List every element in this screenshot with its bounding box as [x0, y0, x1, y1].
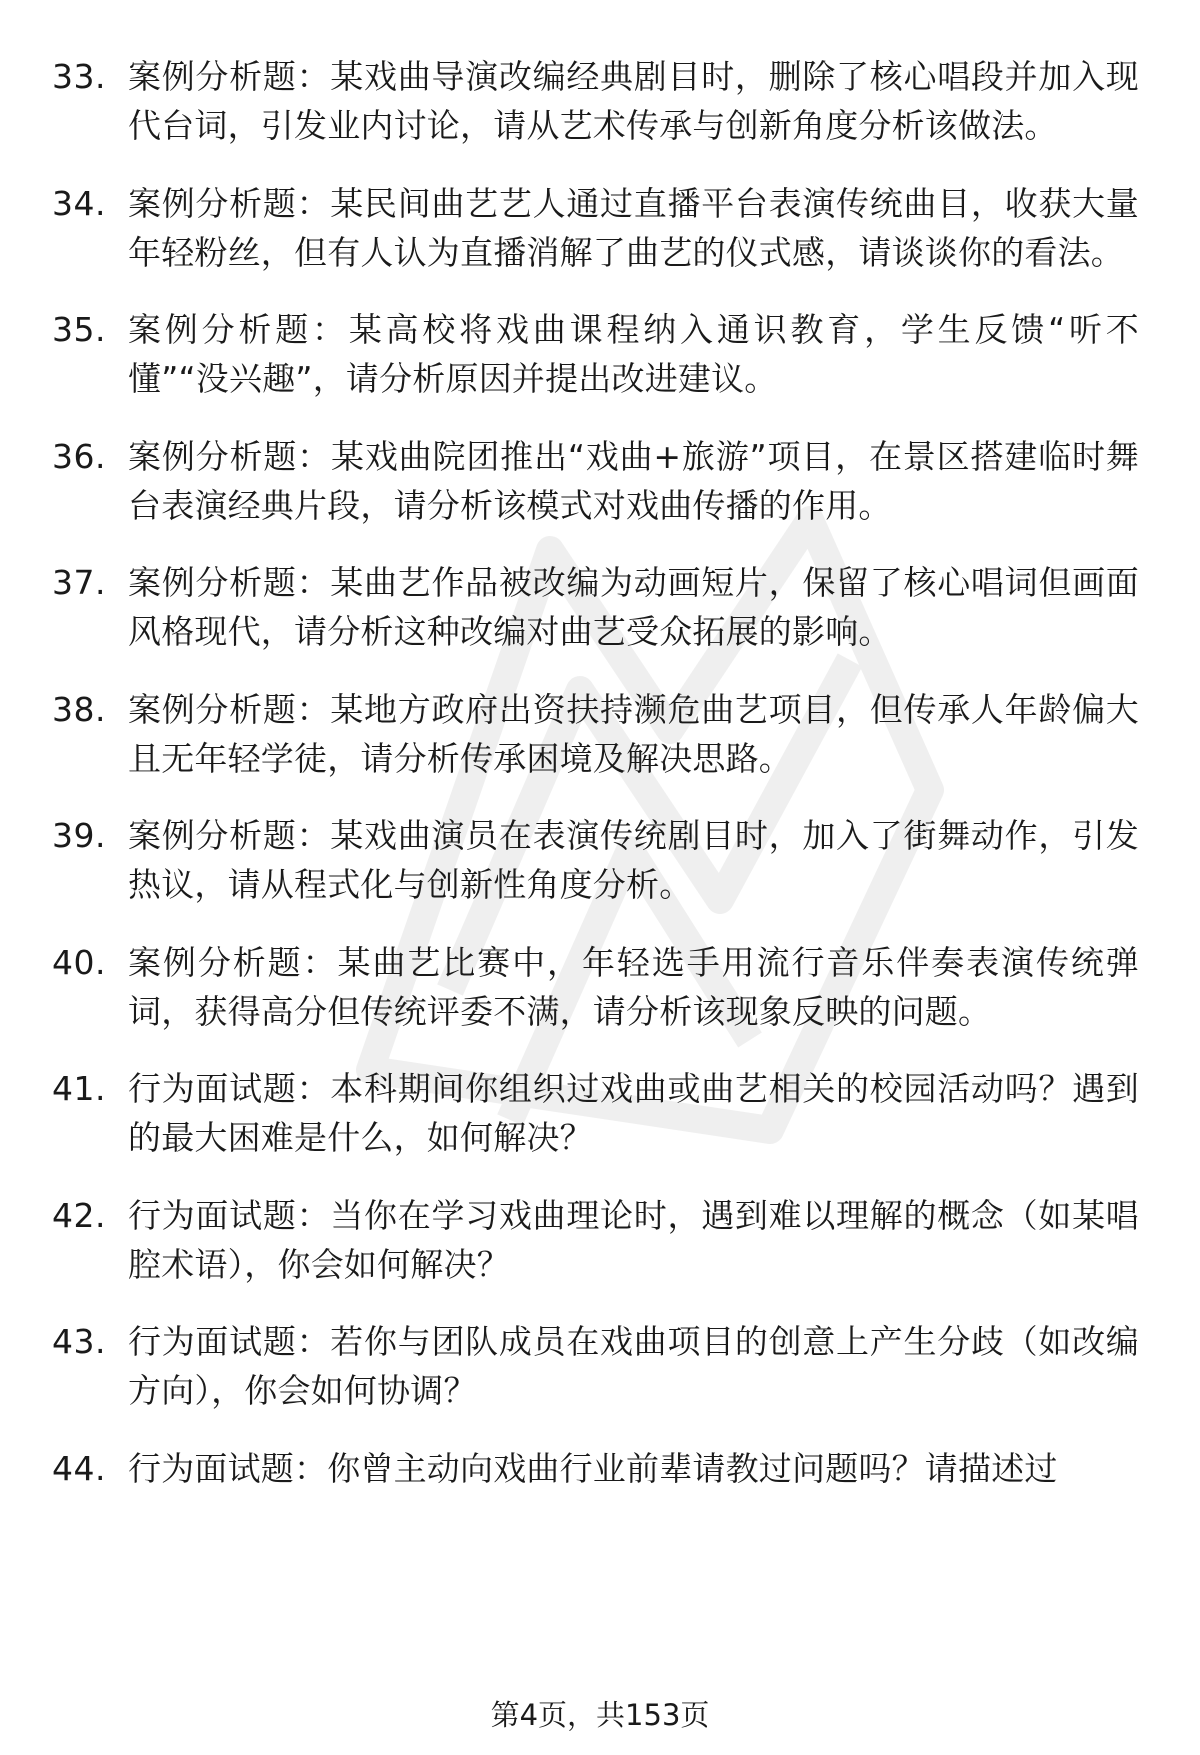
- question-number: 33.: [52, 57, 106, 96]
- question-text: 案例分析题：某民间曲艺艺人通过直播平台表演传统曲目，收获大量年轻粉丝，但有人认为直播消解了曲艺的仪式感，请谈谈你的看法。: [128, 183, 1139, 272]
- page-footer: 第4页，共153页: [490, 1698, 710, 1732]
- question-text: 案例分析题：某曲艺比赛中，年轻选手用流行音乐伴奏表演传统弹词，获得高分但传统评委不满，请分析该现象反映的问题。: [128, 942, 1139, 1031]
- question-item: [52, 938, 1152, 1036]
- question-item: [52, 685, 1152, 783]
- question-text: 案例分析题：某戏曲演员在表演传统剧目时，加入了街舞动作，引发热议，请从程式化与创新性角度分析。: [128, 816, 1139, 904]
- question-item: [52, 558, 1152, 656]
- question-number: 35.: [52, 310, 106, 349]
- question-item: [52, 52, 1152, 150]
- question-item: [52, 432, 1152, 530]
- question-text: 行为面试题：你曾主动向戏曲行业前辈请教过问题吗？请描述过: [128, 1448, 1058, 1488]
- question-item: [52, 1444, 1152, 1493]
- question-item: [52, 1064, 1152, 1162]
- question-number: 44.: [52, 1448, 106, 1488]
- question-item: [52, 305, 1152, 403]
- question-number: 39.: [52, 816, 106, 855]
- question-text: 案例分析题：某戏曲导演改编经典剧目时，删除了核心唱段并加入现代台词，引发业内讨论，请从艺术传承与创新角度分析该做法。: [128, 57, 1139, 145]
- question-number: 34.: [52, 183, 106, 223]
- question-number: 36.: [52, 436, 106, 476]
- question-item: [52, 811, 1152, 909]
- question-number: 40.: [52, 942, 106, 982]
- question-number: 41.: [52, 1069, 106, 1108]
- question-text: 案例分析题：某戏曲院团推出“戏曲+旅游”项目，在景区搭建临时舞台表演经典片段，请分析该模式对戏曲传播的作用。: [128, 436, 1139, 525]
- question-text: 案例分析题：某高校将戏曲课程纳入通识教育，学生反馈“听不懂”“没兴趣”，请分析原因并提出改进建议。: [128, 310, 1139, 398]
- question-text: 行为面试题：本科期间你组织过戏曲或曲艺相关的校园活动吗？遇到的最大困难是什么，如何解决？: [128, 1069, 1139, 1157]
- question-number: 37.: [52, 563, 106, 602]
- question-text: 行为面试题：若你与团队成员在戏曲项目的创意上产生分歧（如改编方向），你会如何协调？: [128, 1322, 1139, 1410]
- question-text: 行为面试题：当你在学习戏曲理论时，遇到难以理解的概念（如某唱腔术语），你会如何解决？: [128, 1195, 1139, 1284]
- question-list: [52, 52, 1152, 1521]
- question-number: 38.: [52, 689, 106, 729]
- question-item: [52, 1191, 1152, 1289]
- question-number: 42.: [52, 1195, 106, 1235]
- question-text: 案例分析题：某地方政府出资扶持濒危曲艺项目，但传承人年龄偏大且无年轻学徒，请分析传承困境及解决思路。: [128, 689, 1139, 778]
- question-number: 43.: [52, 1322, 106, 1361]
- question-item: [52, 1317, 1152, 1415]
- question-item: [52, 179, 1152, 277]
- question-text: 案例分析题：某曲艺作品被改编为动画短片，保留了核心唱词但画面风格现代，请分析这种改编对曲艺受众拓展的影响。: [128, 563, 1139, 651]
